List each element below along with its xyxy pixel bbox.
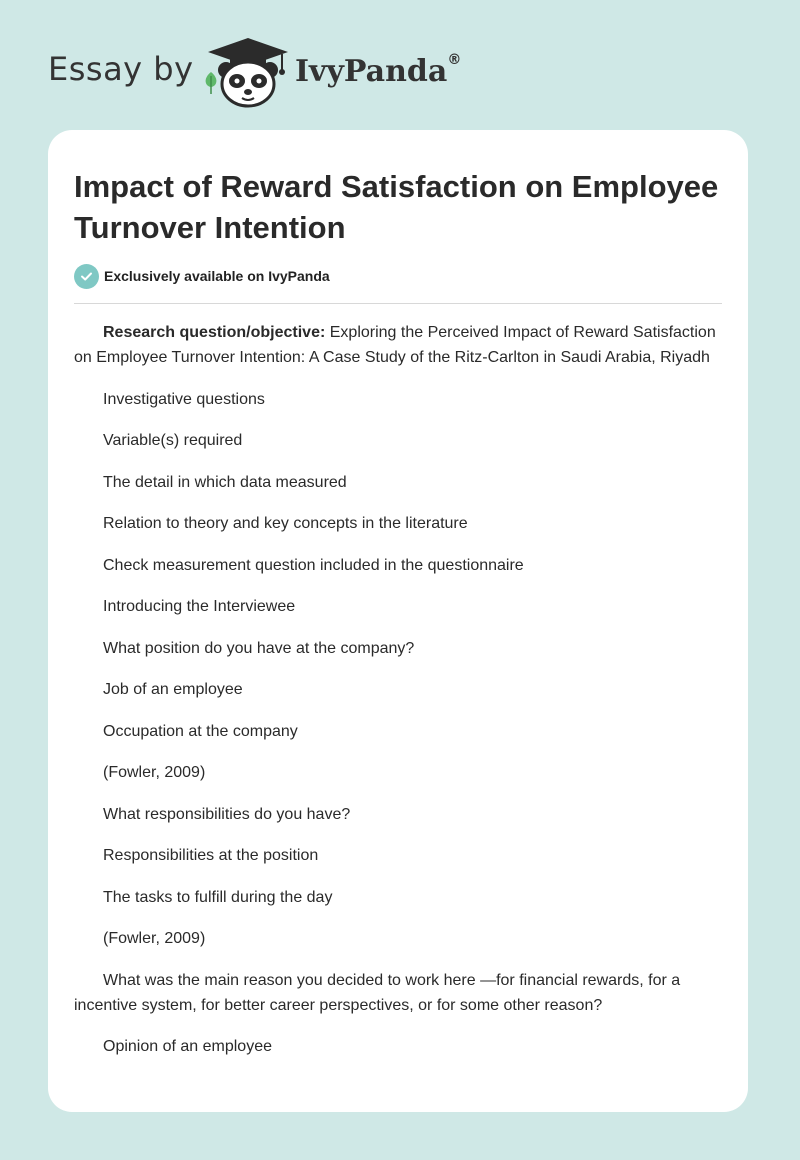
paragraph: Variable(s) required [103, 432, 243, 449]
paragraph: Job of an employee [103, 681, 243, 698]
divider [74, 303, 722, 304]
paragraph: Relation to theory and key concepts in the literature [103, 515, 468, 532]
intro-label: Research question/objective: [103, 324, 326, 341]
paragraph: Opinion of an employee [103, 1038, 272, 1055]
intro-paragraph [74, 320, 724, 370]
exclusive-badge [74, 263, 330, 289]
paragraph: Check measurement question included in the questionnaire [103, 556, 524, 574]
essay-card [48, 130, 748, 1112]
paragraph: Introducing the Interviewee [103, 598, 296, 615]
paragraph: Occupation at the company [103, 722, 298, 740]
intro-text: Exploring the Perceived Impact of Reward Satisfaction on Employee Turnover Intention: A Case Study of the Ritz-Carlton in Saudi Arabia, Riyadh [74, 324, 716, 366]
essay-content [74, 320, 724, 1076]
check-icon [74, 264, 99, 289]
paragraph: The detail in which data measured [103, 473, 347, 491]
registered-mark: ® [447, 52, 462, 68]
paragraph: (Fowler, 2009) [103, 764, 206, 781]
brand-logo-text[interactable] [295, 54, 461, 89]
paragraph: (Fowler, 2009) [103, 930, 206, 947]
paragraph: The tasks to fulfill during the day [103, 888, 333, 906]
exclusive-badge-label: Exclusively available on IvyPanda [104, 268, 330, 284]
paragraph: What responsibilities do you have? [103, 805, 351, 823]
paragraph: Responsibilities at the position [103, 847, 319, 864]
page-title: Impact of Reward Satisfaction on Employee Turnover Intention [74, 169, 719, 245]
site-header [0, 0, 800, 130]
panda-logo-icon [206, 36, 290, 110]
paragraph: What was the main reason you decided to work here —for financial rewards, for a incentive system, for better career perspectives, or for some other reason? [74, 971, 681, 1014]
paragraph: What position do you have at the company? [103, 639, 415, 657]
brand-name: IvyPanda [295, 54, 448, 89]
essay-by-label: Essay by [48, 50, 194, 88]
paragraph: Investigative questions [103, 390, 265, 408]
